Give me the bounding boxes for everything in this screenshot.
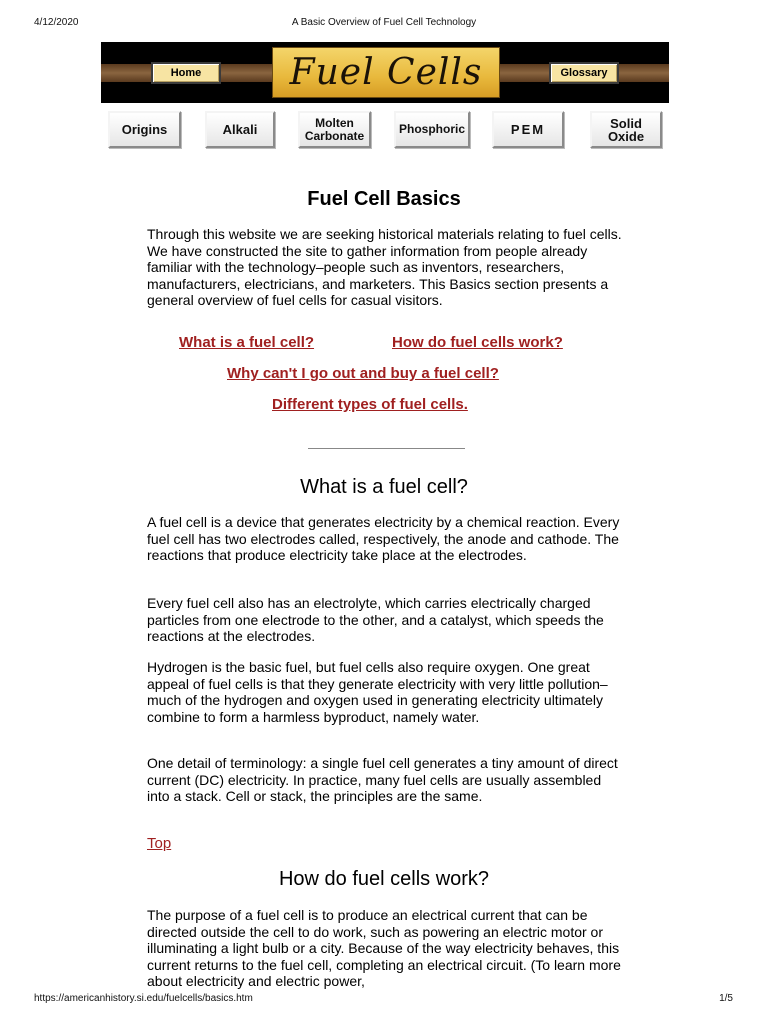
nav-label-line: Oxide <box>607 128 645 144</box>
page-title: Fuel Cell Basics <box>307 188 461 210</box>
toc-link-why[interactable]: Why can't I go out and buy a fuel cell? <box>227 365 499 382</box>
logo-text: Fuel Cells <box>289 52 483 93</box>
nav-button-solid-oxide[interactable] <box>590 111 662 148</box>
nav-button-molten-carbonate[interactable] <box>298 111 371 148</box>
print-header <box>0 17 768 31</box>
nav-label-line: Solid <box>610 115 642 131</box>
print-url: https://americanhistory.si.edu/fuelcells/basics.htm <box>34 993 253 1004</box>
section-heading-what: What is a fuel cell? <box>300 476 468 498</box>
nav-button-alkali[interactable]: Alkali <box>205 111 275 148</box>
nav-button-pem[interactable]: PEM <box>492 111 564 148</box>
home-button[interactable]: Home <box>151 62 221 84</box>
paragraph: A fuel cell is a device that generates electricity by a chemical reaction. Every fuel cell has two electrodes called, respectively, the anode and cathode. The reactions that produce electricity take place at the electrodes. <box>147 514 620 563</box>
section-heading-how: How do fuel cells work? <box>278 868 490 890</box>
toc-link-what[interactable]: What is a fuel cell? <box>179 334 315 351</box>
divider <box>308 448 465 449</box>
toc-link-how[interactable]: How do fuel cells work? <box>392 334 563 351</box>
paragraph: Every fuel cell also has an electrolyte, which carries electrically charged particles from one electrode to the other, and a catalyst, which speeds the reactions at the electrodes. <box>147 595 604 644</box>
nav-button-phosphoric[interactable]: Phosphoric <box>394 111 470 148</box>
nav-label-line: Carbonate <box>304 128 365 143</box>
paragraph: The purpose of a fuel cell is to produce an electrical current that can be directed outside the cell to do work, such as powering an electric motor or illuminating a light bulb or a city. Because of the way electricity behaves, this current returns to the fuel cell, completing an electrical circuit. (To learn more about electricity and electric power, <box>147 907 621 989</box>
fuel-cells-logo[interactable] <box>272 47 500 98</box>
paragraph: One detail of terminology: a single fuel cell generates a tiny amount of direct current (DC) electricity. In practice, many fuel cells are usually assembled into a stack. Cell or stack, the principles are the same. <box>147 755 618 804</box>
toc-link-types[interactable]: Different types of fuel cells. <box>272 396 468 413</box>
print-date: 4/12/2020 <box>34 17 79 28</box>
print-page-number: 1/5 <box>719 993 733 1004</box>
nav-button-origins[interactable]: Origins <box>108 111 181 148</box>
nav-label-line: Molten <box>315 115 354 130</box>
intro-paragraph: Through this website we are seeking historical materials relating to fuel cells. We have constructed the site to gather information from people already familiar with the technology–people such as inventors, researchers, manufacturers, electricians, and marketers. This Basics section presents a general overview of fuel cells for casual visitors. <box>147 226 622 308</box>
print-title: A Basic Overview of Fuel Cell Technology <box>291 17 477 28</box>
top-link[interactable]: Top <box>147 835 172 852</box>
print-footer <box>0 993 768 1007</box>
glossary-button[interactable]: Glossary <box>549 62 619 84</box>
site-banner <box>101 42 669 103</box>
paragraph: Hydrogen is the basic fuel, but fuel cells also require oxygen. One great appeal of fuel cells is that they generate electricity with very little pollution–much of the hydrogen and oxygen used in generating electricity ultimately combine to form a harmless byproduct, namely water. <box>147 659 608 725</box>
